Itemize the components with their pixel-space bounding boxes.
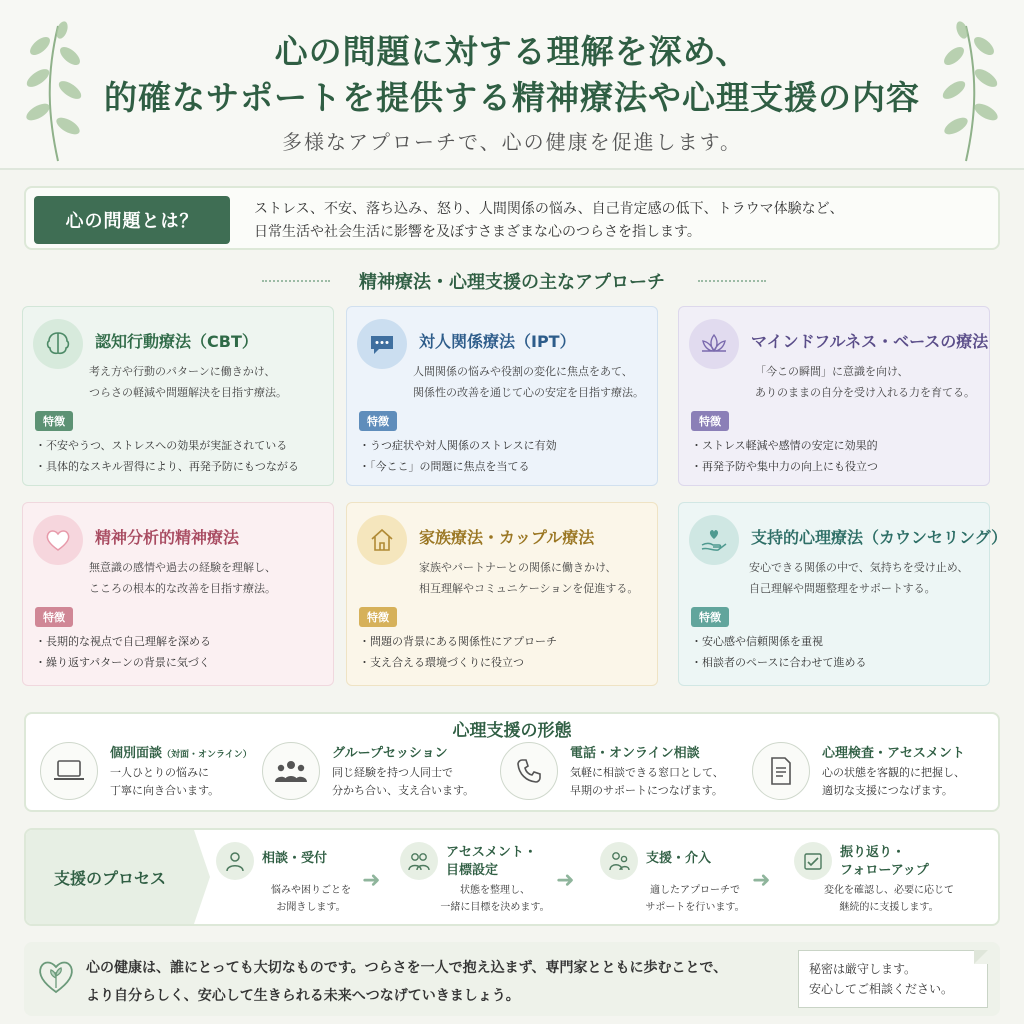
approach-card-supportive (678, 502, 1008, 686)
step-description (420, 882, 570, 916)
card-title: 支持的心理療法（カウンセリング） (751, 528, 1008, 547)
people-icon (400, 842, 438, 880)
form-desc-line: 一人ひとりの悩みに (110, 766, 209, 779)
step-desc-line: お聞きします。 (276, 902, 346, 913)
form-description (570, 764, 724, 800)
person-icon (216, 842, 254, 880)
step-desc-line: 悩みや困りごとを (271, 885, 351, 896)
step-desc-line: 継続的に支援します。 (839, 902, 939, 913)
heart-hand-icon (689, 515, 739, 565)
step-title (840, 844, 929, 880)
footer-message (86, 954, 727, 1010)
feature-badge: 特徴 (359, 607, 397, 627)
problem-text-line1: ストレス、不安、落ち込み、怒り、人間関係の悩み、自己肯定感の低下、トラウマ体験など、 (254, 201, 844, 217)
step-title (446, 844, 537, 880)
form-title-text: 個別面談 (110, 746, 163, 761)
form-item-individual (26, 738, 266, 808)
header-divider (0, 168, 1024, 170)
page-subtitle: 多様なアプローチで、心の健康を促進します。 (282, 130, 742, 154)
approach-card-psychoanalytic (22, 502, 334, 686)
card-desc-line: つらさの軽減や問題解決を目指す療法。 (89, 386, 287, 399)
feature-badge: 特徴 (359, 411, 397, 431)
process-step-review (794, 840, 974, 924)
feature-item: ・繰り返すパターンの背景に気づく (35, 656, 210, 669)
card-features (691, 631, 866, 673)
step-title-line: 支援・介入 (646, 851, 712, 866)
confidentiality-note (798, 950, 988, 1008)
feature-item: ・支え合える環境づくりに役立つ (359, 656, 524, 669)
card-features (359, 631, 557, 673)
feature-badge: 特徴 (35, 411, 73, 431)
laptop-icon (40, 742, 98, 800)
step-title-line: フォローアップ (840, 863, 929, 878)
step-description (814, 882, 964, 916)
feature-item: ・再発予防や集中力の向上にも役立つ (691, 460, 878, 473)
form-description (822, 764, 965, 800)
footer-message-panel (24, 942, 1000, 1016)
brain-icon (33, 319, 83, 369)
card-description (413, 361, 644, 403)
card-desc-line: ありのままの自分を受け入れる力を育てる。 (755, 386, 975, 399)
support-icon (600, 842, 638, 880)
step-title (262, 850, 327, 868)
card-description (89, 557, 276, 599)
process-step-assessment (400, 840, 580, 924)
header (0, 0, 1024, 170)
step-title-line: 相談・受付 (262, 851, 328, 866)
form-item-phone (486, 738, 726, 808)
page-title-line1: 心の問題に対する理解を深め、 (274, 32, 750, 71)
card-features (359, 435, 557, 477)
form-item-assessment (738, 738, 978, 808)
card-desc-line: こころの根本的な改善を目指す療法。 (89, 582, 276, 595)
form-description (332, 764, 474, 800)
card-desc-line: 家族やパートナーとの関係に働きかけ、 (419, 561, 617, 574)
feature-badge: 特徴 (691, 411, 729, 431)
approach-card-ipt (346, 306, 658, 486)
problem-definition-panel (24, 186, 1000, 250)
support-process-panel (24, 828, 1000, 926)
step-desc-line: 変化を確認し、必要に応じて (824, 885, 954, 896)
feature-item: ・「今ここ」の問題に焦点を当てる (359, 460, 530, 473)
card-desc-line: 関係性の改善を通じて心の安定を目指す療法。 (413, 386, 644, 399)
form-title (110, 742, 252, 761)
card-desc-line: 「今この瞬間」に意識を向け、 (755, 365, 909, 378)
card-features (35, 435, 299, 477)
card-title: 家族療法・カップル療法 (419, 528, 595, 547)
card-desc-line: 安心できる関係の中で、気持ちを受け止め、 (749, 561, 969, 574)
step-desc-line: 適したアプローチで (650, 885, 740, 896)
feature-item: ・問題の背景にある関係性にアプローチ (359, 635, 557, 648)
step-title-line: アセスメント・ (446, 845, 537, 860)
card-features (35, 631, 211, 673)
footer-message-line: 心の健康は、誰にとっても大切なものです。つらさを一人で抱え込まず、専門家とともに歩むことで、 (86, 960, 728, 976)
card-title: マインドフルネス・ベースの療法 (751, 332, 989, 351)
form-desc-line: 同じ経験を持つ人同士で (332, 766, 453, 779)
card-description (89, 361, 287, 403)
card-desc-line: 考え方や行動のパターンに働きかけ、 (89, 365, 276, 378)
heart-icon (33, 515, 83, 565)
form-title: グループセッション (332, 746, 448, 761)
form-desc-line: 気軽に相談できる窓口として、 (570, 766, 724, 779)
form-desc-line: 分かち合い、支え合います。 (332, 784, 475, 797)
step-description (620, 882, 770, 916)
feature-item: ・安心感や信頼関係を重視 (691, 635, 823, 648)
form-description (110, 764, 219, 800)
arrow-right-icon: ➜ (362, 868, 381, 893)
form-desc-line: 心の状態を客観的に把握し、 (822, 766, 965, 779)
card-desc-line: 自己理解や問題整理をサポートする。 (749, 582, 936, 595)
feature-item: ・具体的なスキル習得により、再発予防にもつながる (35, 460, 299, 473)
card-title: 認知行動療法（CBT） (95, 332, 258, 351)
form-desc-line: 丁寧に向き合います。 (110, 784, 220, 797)
card-features (691, 435, 878, 477)
approach-card-family (346, 502, 658, 686)
card-desc-line: 無意識の感情や過去の経験を理解し、 (89, 561, 276, 574)
feature-badge: 特徴 (691, 607, 729, 627)
document-icon (752, 742, 810, 800)
forms-heading: 心理支援の形態 (452, 721, 572, 741)
process-label: 支援のプロセス (26, 830, 194, 924)
form-item-group (248, 738, 488, 808)
note-line: 安心してご相談ください。 (809, 982, 954, 996)
card-description (419, 557, 638, 599)
problem-label: 心の問題とは？ (34, 196, 230, 244)
support-forms-panel (24, 712, 1000, 812)
arrow-right-icon: ➜ (752, 868, 771, 893)
form-title-note: （対面・オンライン） (162, 750, 252, 760)
card-desc-line: 人間関係の悩みや役割の変化に焦点をあて、 (413, 365, 633, 378)
approach-card-cbt (22, 306, 334, 486)
step-title-line: 振り返り・ (840, 845, 906, 860)
card-title: 対人関係療法（IPT） (419, 332, 576, 351)
footer-message-line: より自分らしく、安心して生きられる未来へつなげていきましょう。 (86, 988, 520, 1004)
step-desc-line: 状態を整理し、 (460, 885, 530, 896)
problem-text-line2: 日常生活や社会生活に影響を及ぼすさまざまな心のつらさを指します。 (254, 224, 701, 240)
phone-icon (500, 742, 558, 800)
form-title: 電話・オンライン相談 (570, 746, 700, 761)
feature-item: ・相談者のペースに合わせて進める (691, 656, 867, 669)
form-desc-line: 適切な支援につなげます。 (822, 784, 953, 797)
step-desc-line: サポートを行います。 (645, 902, 745, 913)
feature-badge: 特徴 (35, 607, 73, 627)
page-title-line2: 的確なサポートを提供する精神療法や心理支援の内容 (104, 78, 920, 117)
heart-leaf-icon (34, 954, 78, 998)
problem-text (254, 198, 844, 244)
feature-item: ・不安やうつ、ストレスへの効果が実証されている (35, 439, 288, 452)
review-icon (794, 842, 832, 880)
approaches-heading: 精神療法・心理支援の主なアプローチ (359, 272, 665, 293)
arrow-right-icon: ➜ (556, 868, 575, 893)
card-title: 精神分析的精神療法 (95, 528, 240, 547)
form-desc-line: 早期のサポートにつなげます。 (570, 784, 723, 797)
feature-item: ・ストレス軽減や感情の安定に効果的 (691, 439, 878, 452)
feature-item: ・長期的な視点で自己理解を深める (35, 635, 211, 648)
card-description (749, 557, 968, 599)
step-title-line: 目標設定 (446, 863, 499, 878)
lotus-icon (689, 319, 739, 369)
card-description (755, 361, 975, 403)
form-title: 心理検査・アセスメント (822, 746, 965, 761)
step-desc-line: 一緒に目標を決めます。 (440, 902, 550, 913)
feature-item: ・うつ症状や対人関係のストレスに有効 (359, 439, 557, 452)
card-desc-line: 相互理解やコミュニケーションを促進する。 (419, 582, 639, 595)
step-title (646, 850, 711, 868)
house-icon (357, 515, 407, 565)
approach-card-mindfulness (678, 306, 990, 486)
group-icon (262, 742, 320, 800)
note-line: 秘密は厳守します。 (809, 962, 917, 976)
heading-dots-right (698, 280, 766, 282)
speech-bubble-icon (357, 319, 407, 369)
